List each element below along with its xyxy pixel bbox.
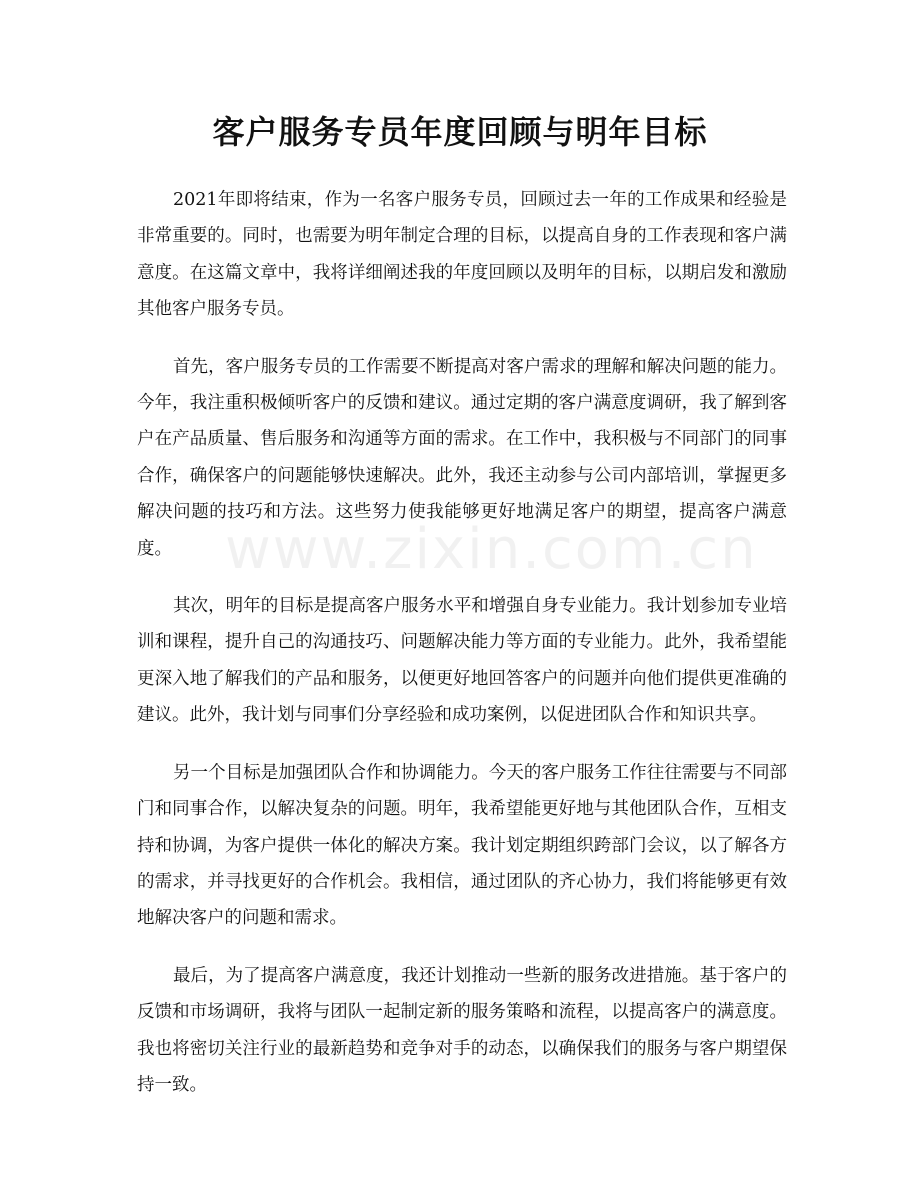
paragraph-3: 其次，明年的目标是提高客户服务水平和增强自身专业能力。我计划参加专业培训和课程，提升自己的沟通技巧、问题解决能力等方面的专业能力。此外，我希望能更深入地了解我们的产品和服务，以便更好地回答客户的问题并向他们提供更准确的建议。此外，我计划与同事们分享经验和成功案例，以促进团队合作和知识共享。	[137, 596, 787, 726]
paragraph-4: 另一个目标是加强团队合作和协调能力。今天的客户服务工作往往需要与不同部门和同事合作，以解决复杂的问题。明年，我希望能更好地与其他团队合作，互相支持和协调，为客户提供一体化的解决方案。我计划定期组织跨部门会议，以了解各方的需求，并寻找更好的合作机会。我相信，通过团队的齐心协力，我们将能够更有效地解决客户的问题和需求。	[137, 762, 787, 929]
watermark: www.zixin.com.cn	[225, 517, 758, 582]
paragraph-1: 2021年即将结束，作为一名客户服务专员，回顾过去一年的工作成果和经验是非常重要的。同时，也需要为明年制定合理的目标，以提高自身的工作表现和客户满意度。在这篇文章中，我将详细阐述我的年度回顾以及明年的目标，以期启发和激励其他客户服务专员。	[137, 190, 787, 320]
document-body	[137, 182, 787, 1124]
document-title: 客户服务专员年度回顾与明年目标	[212, 113, 708, 151]
paragraph-5: 最后，为了提高客户满意度，我还计划推动一些新的服务改进措施。基于客户的反馈和市场调研，我将与团队一起制定新的服务策略和流程，以提高客户的满意度。我也将密切关注行业的最新趋势和竞争对手的动态，以确保我们的服务与客户期望保持一致。	[137, 965, 787, 1095]
paragraph-2: 首先，客户服务专员的工作需要不断提高对客户需求的理解和解决问题的能力。今年，我注重积极倾听客户的反馈和建议。通过定期的客户满意度调研，我了解到客户在产品质量、售后服务和沟通等方面的需求。在工作中，我积极与不同部门的同事合作，确保客户的问题能够快速解决。此外，我还主动参与公司内部培训，掌握更多解决问题的技巧和方法。这些努力使我能够更好地满足客户的期望，提高客户满意度。	[137, 356, 787, 559]
